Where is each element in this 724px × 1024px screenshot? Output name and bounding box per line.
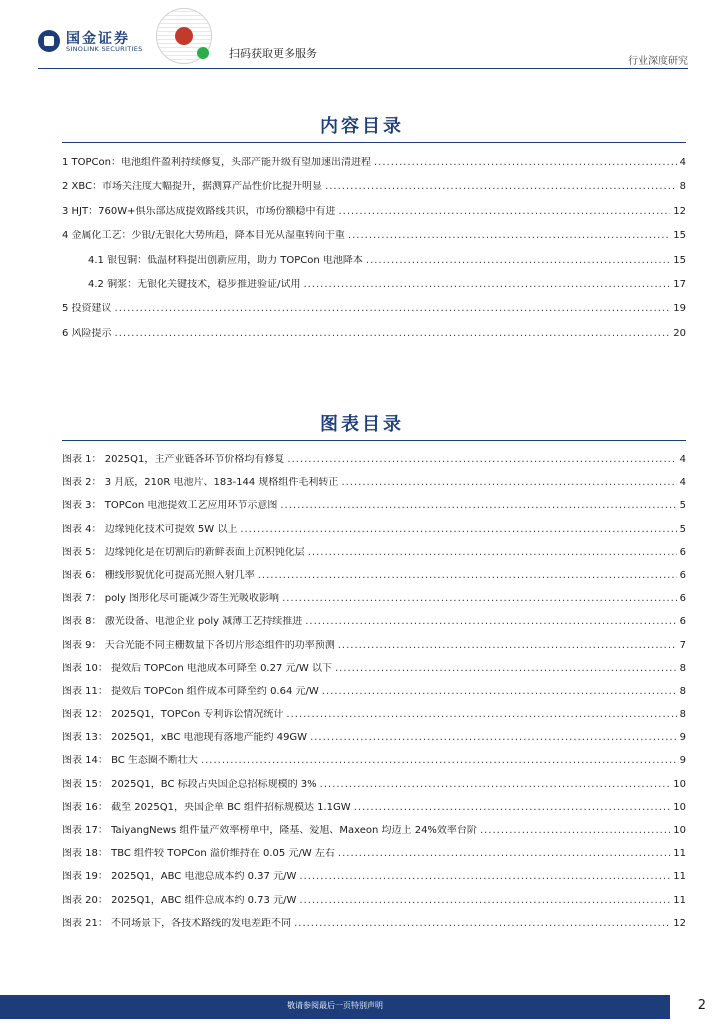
contents-entry[interactable] [62,230,686,242]
figure-entry[interactable] [62,871,686,883]
figure-entry-leader [286,709,676,721]
contents-entry-label: 1 TOPCon：电池组件盈利持续修复，头部产能升级有望加速出清进程 [62,157,371,168]
figure-entry-leader [287,454,676,466]
figure-entry-page: 9 [679,732,686,744]
header-divider [38,68,688,69]
figure-entry[interactable] [62,686,686,698]
figure-entry-leader [320,779,671,791]
figure-entry-leader [305,616,676,628]
figure-entry[interactable] [62,918,686,930]
figure-entry-label: 图表 16： 截至 2025Q1，央国企单 BC 组件招标规模达 1.1GW [62,801,351,813]
contents-entry-label: 4.1 银包铜：低温材料提出创新应用，助力 TOPCon 电池降本 [88,254,363,266]
qr-code[interactable] [156,8,212,64]
figure-entry-label: 图表 12： 2025Q1，TOPCon 专利诉讼情况统计 [62,709,284,721]
figure-entry-leader [282,593,677,605]
report-type-label: 行业深度研究 [628,56,688,67]
figure-entry-page: 4 [679,454,686,465]
logo-english-name: SINOLINK SECURITIES [66,45,143,53]
figure-entry[interactable] [62,848,686,860]
figure-entry-leader [201,755,677,767]
figure-entry-label: 图表 7： poly 图形化尽可能减少寄生光吸收影响 [62,593,280,605]
figure-entry-label: 图表 10： 提效后 TOPCon 电池成本可降至 0.27 元/W 以下 [62,662,332,674]
figure-entry-page: 6 [679,593,686,605]
figure-entry-leader [258,570,677,582]
figure-entry-label: 图表 21： 不同场景下，各技术路线的发电差距不同 [62,917,292,929]
figure-entry-leader [480,825,670,837]
figure-entry-page: 10 [673,778,686,790]
wechat-badge-icon [197,47,209,59]
figure-entry-label: 图表 20： 2025Q1，ABC 组件总成本约 0.73 元/W [62,894,297,906]
figure-entry-page: 8 [679,662,686,674]
company-logo [38,28,150,54]
contents-entry-page: 15 [673,230,686,242]
figure-entry[interactable] [62,454,686,466]
contents-entry-leader [115,328,671,340]
figure-entry[interactable] [62,616,686,628]
figure-entry-page: 11 [673,871,686,883]
figure-entry-page: 6 [679,546,686,558]
figure-entry-leader [322,686,677,698]
contents-entry-page: 8 [679,181,686,193]
figure-entry-label: 图表 11： 提效后 TOPCon 组件成本可降至约 0.64 元/W [62,685,319,697]
figure-entry[interactable] [62,593,686,605]
figure-entry-label: 图表 17： TaiyangNews 组件量产效率榜单中，隆基、爱旭、Maxeon 均迈上 24%效率台阶 [62,825,477,836]
contents-entry-page: 20 [673,327,686,339]
contents-entry[interactable] [62,206,686,218]
figure-entry-label: 图表 6： 栅线形貌优化可提高光照入射几率 [62,569,255,581]
figure-entry-page: 7 [679,639,686,651]
figure-entry-page: 4 [679,477,686,489]
figure-entry[interactable] [62,825,686,837]
contents-entry-leader [338,206,670,218]
figure-entry[interactable] [62,755,686,767]
figure-entry-label: 图表 15： 2025Q1，BC 标段占央国企总招标规模的 3% [62,778,317,790]
figure-entry[interactable] [62,524,686,536]
figure-entry-leader [294,918,670,930]
figure-entry-page: 12 [673,917,686,929]
figure-entry-label: 图表 14： BC 生态圈不断壮大 [62,755,198,767]
logo-mark-icon [38,30,60,52]
figure-entry-leader [310,732,677,744]
qr-prompt: 扫码获取更多服务 [229,47,317,60]
contents-entry-page: 4 [679,157,686,168]
figure-entry-label: 图表 5： 边缘钝化是在切割后的新鲜表面上沉积钝化层 [62,546,305,558]
figure-entry-leader [341,477,676,489]
figure-entry-label: 图表 13： 2025Q1，xBC 电池现有落地产能约 49GW [62,732,308,744]
figure-entry-page: 6 [679,569,686,581]
contents-entry[interactable] [62,328,686,340]
figure-entry[interactable] [62,709,686,721]
contents-entry-leader [366,255,670,267]
figure-entry-label: 图表 1： 2025Q1，主产业链各环节价格均有修复 [62,454,285,465]
contents-entry-page: 15 [673,254,686,266]
figure-entry-page: 8 [679,709,686,721]
contents-entry-leader [303,279,670,291]
figure-entry-leader [308,547,677,559]
figure-entry-page: 10 [673,825,686,836]
figure-entry-label: 图表 18： TBC 组件较 TOPCon 溢价维持在 0.05 元/W 左右 [62,848,335,860]
figure-entry-leader [354,802,671,814]
contents-entry[interactable] [62,157,686,169]
contents-entry-page: 12 [673,205,686,217]
figure-entry[interactable] [62,640,686,652]
figure-entry[interactable] [62,732,686,744]
contents-title: 内容目录 [320,116,404,137]
figure-entry-label: 图表 4： 边缘钝化技术可提效 5W 以上 [62,523,238,535]
figure-entry-page: 11 [673,894,686,906]
contents-entry-leader [325,181,677,193]
contents-entry-label: 2 XBC：市场关注度大幅提升，据测算产品性价比提升明显 [62,181,323,193]
contents-title-divider [62,142,686,143]
contents-list [62,157,686,352]
figure-entry-leader [240,524,676,536]
figure-entry-leader [335,663,677,675]
figure-entry[interactable] [62,570,686,582]
figure-entry-leader [280,500,676,512]
figure-entry[interactable] [62,547,686,559]
figure-entry-leader [299,871,670,883]
figure-entry-page: 5 [679,523,686,535]
figure-entry-page: 6 [679,616,686,628]
page-number: 2 [697,998,706,1013]
figures-list [62,454,686,941]
figure-entry[interactable] [62,477,686,489]
footer-disclaimer: 敬请参阅最后一页特别声明 [287,1001,383,1010]
figures-title: 图表目录 [320,414,404,435]
contents-entry-leader [374,157,677,169]
figure-entry-label: 图表 19： 2025Q1，ABC 电池总成本约 0.37 元/W [62,871,297,883]
contents-entry[interactable] [62,181,686,193]
contents-entry-label: 5 投资建议 [62,303,112,315]
contents-entry-label: 6 风险提示 [62,327,112,339]
figure-entry-page: 9 [679,755,686,767]
figure-entry-label: 图表 3： TOPCon 电池提效工艺应用环节示意图 [62,500,278,512]
figures-title-divider [62,440,686,441]
page-header [0,0,724,70]
figure-entry[interactable] [62,779,686,791]
figure-entry-leader [299,895,670,907]
figure-entry-label: 图表 8： 激光设备、电池企业 poly 减薄工艺持续推进 [62,616,303,628]
logo-chinese-name: 国金证券 [66,31,130,47]
contents-entry-label: 4.2 铜浆：无银化关键技术，稳步推进验证/试用 [88,278,301,290]
figure-entry-leader [338,848,670,860]
figure-entry-page: 8 [679,685,686,697]
contents-entry-label: 4 金属化工艺：少银/无银化大势所趋，降本目光从湿重转向干重 [62,230,345,242]
figure-entry[interactable] [62,500,686,512]
contents-entry[interactable] [62,255,686,267]
figure-entry[interactable] [62,895,686,907]
figure-entry-label: 图表 2： 3 月底，210R 电池片、183-144 规格组件毛利转正 [62,477,339,489]
figure-entry-label: 图表 9： 天合光能不同主栅数量下各切片形态组件的功率预测 [62,639,335,651]
contents-entry[interactable] [62,279,686,291]
contents-entry-page: 17 [673,278,686,290]
figure-entry[interactable] [62,663,686,675]
figure-entry-leader [338,640,677,652]
figure-entry-page: 11 [673,848,686,860]
contents-entry[interactable] [62,303,686,315]
contents-entry-page: 19 [673,303,686,315]
figure-entry-page: 10 [673,801,686,813]
figure-entry-page: 5 [679,500,686,512]
qr-center-icon [175,27,193,45]
contents-entry-leader [348,230,670,242]
figure-entry[interactable] [62,802,686,814]
contents-entry-label: 3 HJT：760W+俱乐部达成提效路线共识，市场份额稳中有进 [62,205,336,217]
contents-entry-leader [115,303,671,315]
